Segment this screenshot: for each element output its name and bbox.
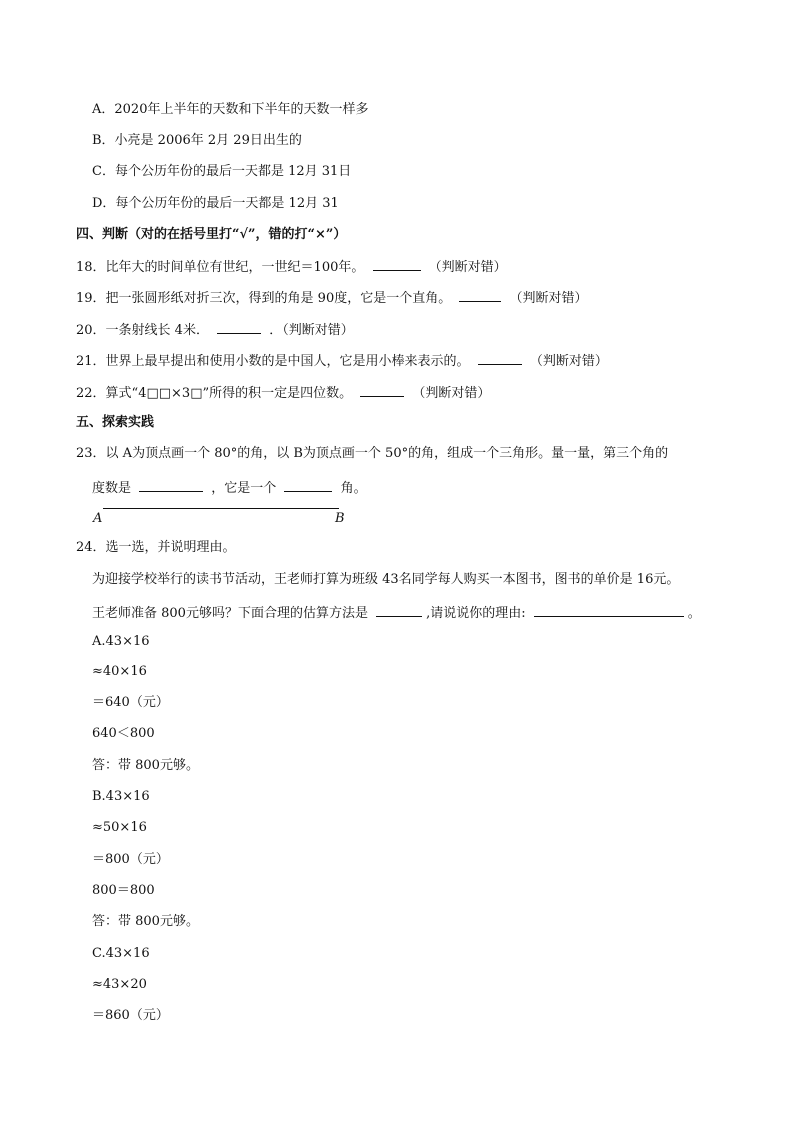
option-a: A．2020年上半年的天数和下半年的天数一样多	[92, 102, 369, 117]
question-19	[76, 288, 588, 308]
section-5-heading: 五、探索实践	[76, 415, 155, 430]
question-24-prompt: 王老师准备 800元够吗？下面合理的估算方法是	[92, 606, 368, 621]
question-24-reason-prompt: ,请说说你的理由:	[426, 606, 526, 621]
calc-line: 答：带 800元够。	[92, 758, 199, 773]
question-22	[76, 383, 490, 403]
question-24-paragraph-2	[92, 603, 701, 623]
question-23-middle: ，它是一个	[211, 481, 277, 496]
calc-line: C.43×16	[92, 946, 150, 961]
segment-ab	[103, 508, 339, 509]
question-23-line2	[92, 478, 367, 498]
answer-blank-24-reason[interactable]	[534, 603, 684, 617]
question-22-suffix: （判断对错）	[412, 386, 491, 401]
question-20-text: 20．一条射线长 4米．	[76, 323, 209, 338]
calc-line: 800＝800	[92, 883, 155, 898]
section-4-heading: 四、判断（对的在括号里打“√”，错的打“×”）	[76, 227, 347, 242]
calc-line: A.43×16	[92, 634, 150, 649]
question-19-text: 19．把一张圆形纸对折三次，得到的角是 90度，它是一个直角。	[76, 291, 452, 306]
calc-line: ＝800（元）	[92, 852, 169, 867]
question-24-end: 。	[687, 606, 701, 621]
question-24-title: 24．选一选，并说明理由。	[76, 540, 236, 555]
question-24-paragraph-1: 为迎接学校举行的读书节活动，王老师打算为班级 43名同学每人购买一本图书，图书的单价是 16元。	[92, 572, 680, 587]
calc-line: ＝640（元）	[92, 695, 169, 710]
point-a-label: A	[93, 511, 103, 526]
calc-line: ≈43×20	[92, 977, 147, 992]
calc-line: ≈50×16	[92, 820, 147, 835]
option-d: D．每个公历年份的最后一天都是 12月 31	[92, 196, 339, 211]
calc-line: 640＜800	[92, 726, 155, 741]
answer-blank-23-type[interactable]	[284, 478, 332, 492]
answer-blank-24-choice[interactable]	[376, 603, 422, 617]
calc-line: ＝860（元）	[92, 1008, 169, 1023]
question-18-suffix: （判断对错）	[428, 260, 507, 275]
question-23-suffix: 角。	[340, 481, 367, 496]
question-21-text: 21．世界上最早提出和使用小数的是中国人，它是用小棒来表示的。	[76, 354, 470, 369]
question-18-text: 18．比年大的时间单位有世纪，一世纪＝100年。	[76, 260, 365, 275]
question-22-text: 22．算式“4□□×3□”所得的积一定是四位数。	[76, 386, 353, 401]
calc-line: B.43×16	[92, 789, 150, 804]
question-23-line1: 23．以 A为顶点画一个 80°的角，以 B为顶点画一个 50°的角，组成一个三角形。量一量，第三个角的	[76, 446, 669, 461]
question-23-prefix: 度数是	[92, 481, 132, 496]
question-20-suffix: ．（判断对错）	[269, 323, 354, 338]
option-b: B．小亮是 2006年 2月 29日出生的	[92, 133, 302, 148]
question-18	[76, 257, 507, 277]
answer-blank-22[interactable]	[360, 383, 404, 397]
calc-line: 答：带 800元够。	[92, 914, 199, 929]
point-b-label: B	[335, 511, 345, 526]
question-21	[76, 351, 608, 371]
question-19-suffix: （判断对错）	[509, 291, 588, 306]
question-21-suffix: （判断对错）	[529, 354, 608, 369]
option-c: C．每个公历年份的最后一天都是 12月 31日	[92, 164, 352, 179]
question-20	[76, 320, 354, 340]
answer-blank-19[interactable]	[459, 288, 501, 302]
answer-blank-21[interactable]	[478, 351, 522, 365]
answer-blank-18[interactable]	[373, 257, 421, 271]
answer-blank-23-degree[interactable]	[139, 478, 203, 492]
answer-blank-20[interactable]	[217, 320, 261, 334]
calc-line: ≈40×16	[92, 664, 147, 679]
